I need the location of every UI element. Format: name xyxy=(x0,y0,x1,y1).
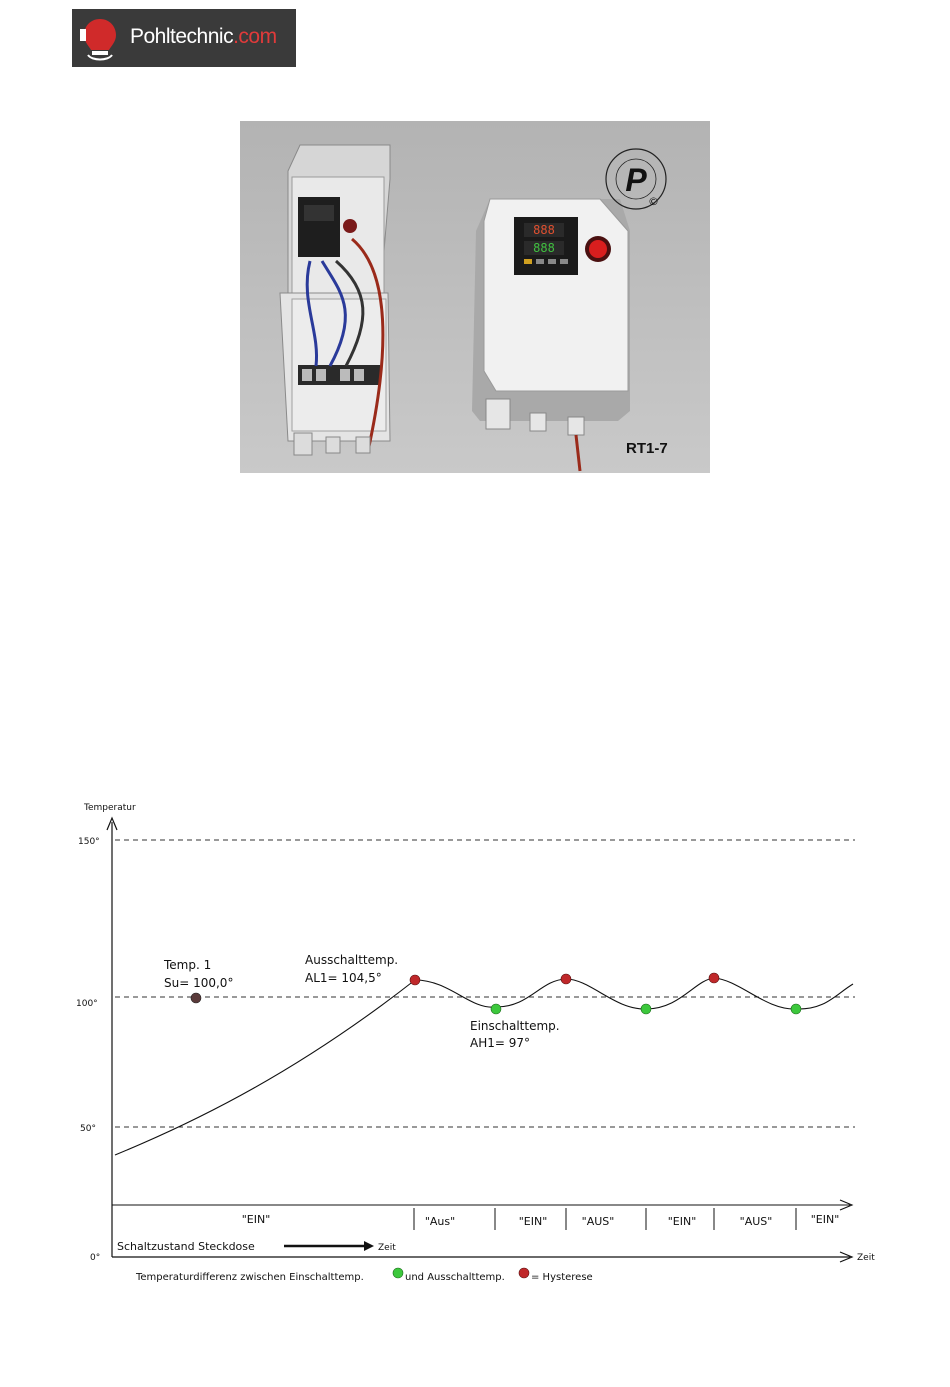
legend-text-2: und Ausschalttemp. xyxy=(405,1272,505,1283)
temperature-curve xyxy=(115,978,853,1155)
setpoint-label-line1: Temp. 1 xyxy=(164,958,212,972)
switch-state-label: "AUS" xyxy=(581,1215,615,1228)
bulb-logo-icon xyxy=(78,15,122,61)
switch-state-label: "EIN" xyxy=(518,1215,548,1228)
off-temp-dot xyxy=(709,973,719,983)
setpoint-label-line2: Su= 100,0° xyxy=(164,976,234,990)
off-temp-label-line1: Ausschalttemp. xyxy=(305,953,399,967)
on-temp-dot xyxy=(491,1004,501,1014)
y-tick-label: 0° xyxy=(90,1253,101,1263)
y-tick-label: 50° xyxy=(80,1124,96,1134)
on-temp-dot xyxy=(791,1004,801,1014)
x-axis-title: Zeit xyxy=(857,1253,875,1263)
legend-text-3: = Hysterese xyxy=(531,1272,593,1283)
watermark-copyright: © xyxy=(648,195,659,208)
pohltechnic-logo xyxy=(72,9,296,67)
model-label: RT1-7 xyxy=(626,440,668,457)
off-temp-dot xyxy=(561,974,571,984)
open-enclosure xyxy=(280,145,390,455)
switch-state-label: "EIN" xyxy=(810,1213,840,1226)
state-row-label-arrow-icon xyxy=(364,1241,374,1251)
state-row-label: Schaltzustand Steckdose xyxy=(117,1240,255,1253)
on-temp-dot xyxy=(641,1004,651,1014)
legend-on-dot xyxy=(393,1268,403,1278)
state-row-arrow-label: Zeit xyxy=(378,1243,396,1253)
y-axis-title: Temperatur xyxy=(84,803,136,813)
legend-off-dot xyxy=(519,1268,529,1278)
off-temp-label-line2: AL1= 104,5° xyxy=(305,971,382,985)
y-tick-label: 100° xyxy=(76,999,98,1009)
display-top-value: 888 xyxy=(533,223,555,237)
logo-brand: Pohltechnic xyxy=(130,25,234,48)
legend-text-1: Temperaturdifferenz zwischen Einschalttemp. xyxy=(136,1272,364,1283)
switch-state-label: "EIN" xyxy=(241,1213,271,1226)
hysteresis-legend xyxy=(135,1268,593,1283)
switch-state-label: "EIN" xyxy=(667,1215,697,1228)
setpoint-dot xyxy=(191,993,201,1003)
display-bottom-value: 888 xyxy=(533,241,555,255)
switch-state-label: "Aus" xyxy=(424,1215,456,1228)
hysteresis-diagram xyxy=(0,780,950,1300)
switch-state-label: "AUS" xyxy=(739,1215,773,1228)
off-temp-dot xyxy=(410,975,420,985)
watermark-letter: P xyxy=(625,162,647,198)
y-tick-label: 150° xyxy=(78,837,100,847)
logo-domain: .com xyxy=(233,25,277,48)
product-photo xyxy=(240,121,710,473)
on-temp-label-line1: Einschalttemp. xyxy=(470,1019,560,1033)
logo-text xyxy=(130,25,277,49)
on-temp-label-line2: AH1= 97° xyxy=(470,1036,531,1050)
switch-state-row xyxy=(112,1200,852,1230)
